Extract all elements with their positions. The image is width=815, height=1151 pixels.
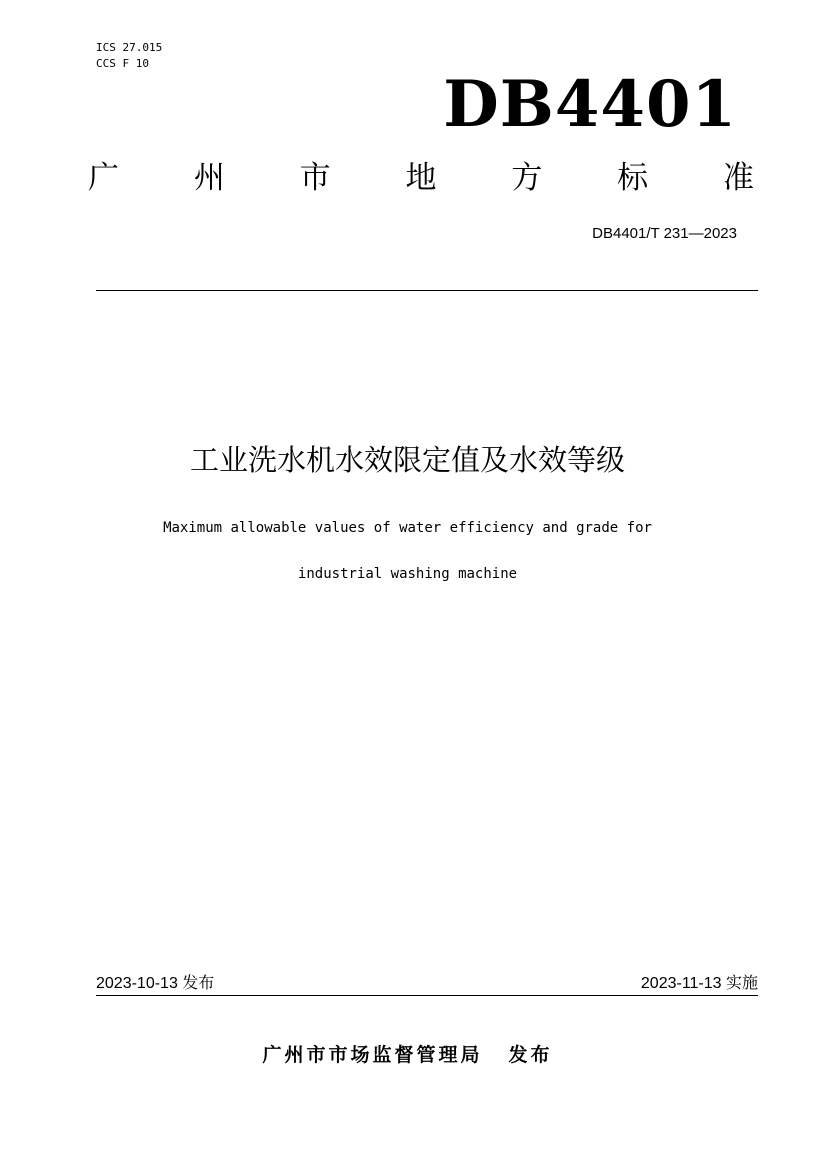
issuer xyxy=(0,1040,815,1070)
standard-type-char: 广 xyxy=(88,160,119,196)
implementation-date: 2023-11-13 实施 xyxy=(640,975,758,992)
document-title-chinese: 工业洗水机水效限定值及水效等级 xyxy=(189,443,625,477)
bottom-divider xyxy=(96,995,758,996)
standard-type-char: 方 xyxy=(511,160,543,196)
issuing-authority: 广州市市场监督管理局 xyxy=(262,1044,483,1066)
issue-action: 发布 xyxy=(508,1044,553,1066)
db-mark: DB4401 xyxy=(443,67,737,142)
ics-code: ICS 27.015 xyxy=(96,41,163,54)
standard-number: DB4401/T 231—2023 xyxy=(592,225,737,242)
standard-type-char: 市 xyxy=(299,160,331,196)
document-title-english-line1: Maximum allowable values of water efficiency and grade for xyxy=(163,520,652,536)
standard-type-char: 州 xyxy=(193,160,225,196)
ccs-code: CCS F 10 xyxy=(96,57,149,70)
date-row xyxy=(96,972,758,996)
document-title-english-line2: industrial washing machine xyxy=(297,566,518,582)
release-date: 2023-10-13 发布 xyxy=(96,975,215,992)
standard-type-char: 准 xyxy=(722,160,754,196)
standard-type xyxy=(88,154,754,202)
top-divider xyxy=(96,290,758,291)
standard-type-char: 地 xyxy=(405,160,437,196)
standard-type-char: 标 xyxy=(617,160,649,196)
classification-codes xyxy=(96,40,162,72)
